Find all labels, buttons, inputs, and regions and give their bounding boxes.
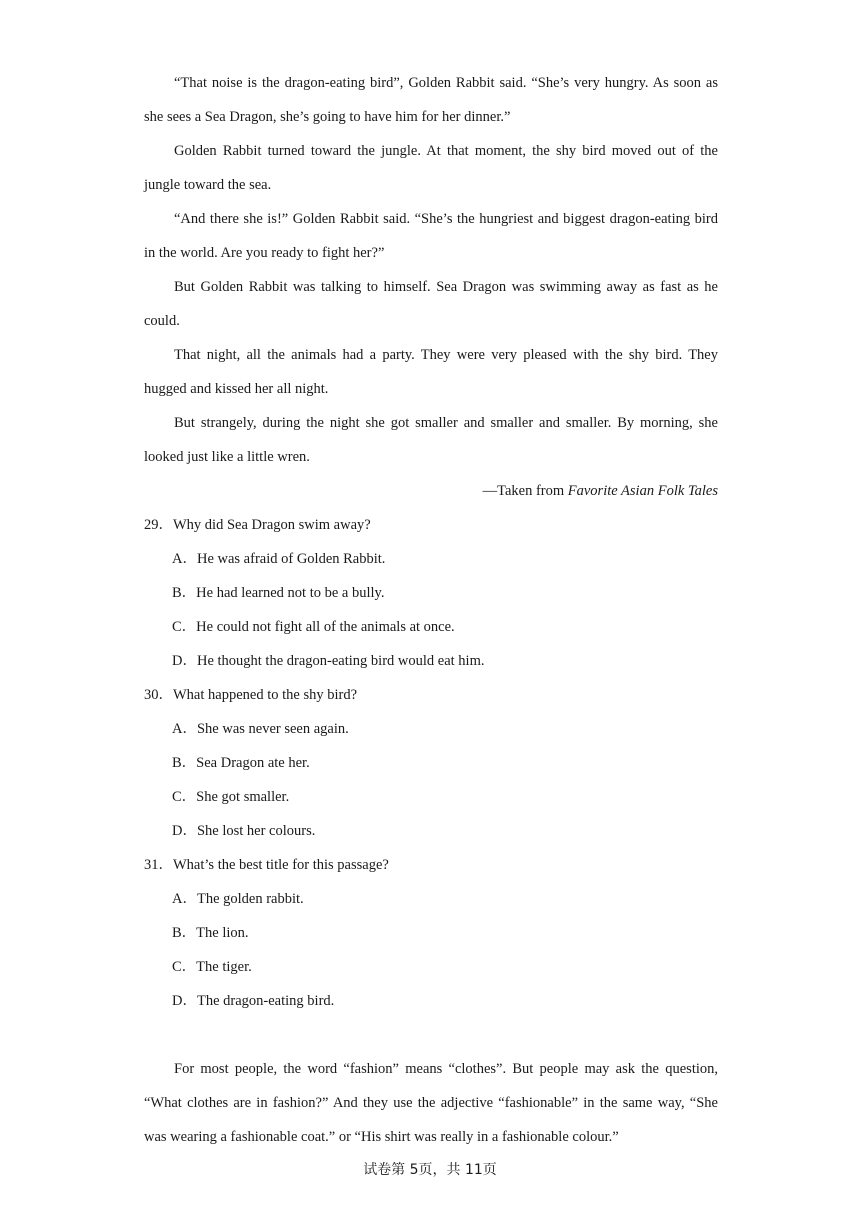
passage-paragraph: That night, all the animals had a party. They were very pleased with the shy bird. They hugged and kissed her all night. bbox=[144, 347, 718, 397]
page-footer: 试卷第 5页，共 11页 bbox=[363, 1162, 497, 1178]
question-stem: 30．What happened to the shy bird? bbox=[144, 687, 358, 703]
passage-paragraph: But strangely, during the night she got smaller and smaller and smaller. By morning, she looked just like a little wren. bbox=[144, 415, 718, 465]
question-stem: 31．What’s the best title for this passage? bbox=[144, 857, 389, 873]
question-31 bbox=[144, 848, 718, 1018]
section-gap bbox=[144, 1018, 718, 1052]
answer-option: D．The dragon-eating bird. bbox=[172, 993, 335, 1009]
source-citation bbox=[144, 474, 718, 508]
question-stem: 29．Why did Sea Dragon swim away? bbox=[144, 517, 371, 533]
question-30 bbox=[144, 678, 718, 848]
source-book-title: Favorite Asian Folk Tales bbox=[567, 483, 718, 499]
answer-option: A．The golden rabbit. bbox=[172, 891, 304, 907]
answer-option: D．He thought the dragon-eating bird would eat him. bbox=[172, 653, 485, 669]
passage-paragraph: But Golden Rabbit was talking to himself. Sea Dragon was swimming away as fast as he could. bbox=[144, 279, 718, 329]
answer-option: C．She got smaller. bbox=[172, 789, 290, 805]
question-29 bbox=[144, 508, 718, 678]
answer-option: B．The lion. bbox=[172, 925, 249, 941]
answer-option: D．She lost her colours. bbox=[172, 823, 316, 839]
answer-option: A．He was afraid of Golden Rabbit. bbox=[172, 551, 386, 567]
answer-option: C．The tiger. bbox=[172, 959, 252, 975]
next-passage-paragraph: For most people, the word “fashion” means “clothes”. But people may ask the question, “What clothes are in fashion?” And they use the adjective “fashionable” in the same way, “She was wearing a fashionable coat.” or “His shirt was really in a fashionable colour.” bbox=[144, 1061, 718, 1145]
passage-paragraph: “That noise is the dragon-eating bird”, Golden Rabbit said. “She’s very hungry. As soon as she sees a Sea Dragon, she’s going to have him for her dinner.” bbox=[144, 75, 718, 125]
answer-option: C．He could not fight all of the animals at once. bbox=[172, 619, 455, 635]
answer-option: B．Sea Dragon ate her. bbox=[172, 755, 310, 771]
passage-paragraph: Golden Rabbit turned toward the jungle. At that moment, the shy bird moved out of the jungle toward the sea. bbox=[144, 143, 718, 193]
page-content bbox=[144, 66, 718, 1154]
answer-option: A．She was never seen again. bbox=[172, 721, 349, 737]
answer-option: B．He had learned not to be a bully. bbox=[172, 585, 385, 601]
passage-paragraph: “And there she is!” Golden Rabbit said. “She’s the hungriest and biggest dragon-eating bird in the world. Are you ready to fight her?” bbox=[144, 211, 718, 261]
source-prefix: —Taken from bbox=[482, 483, 568, 499]
